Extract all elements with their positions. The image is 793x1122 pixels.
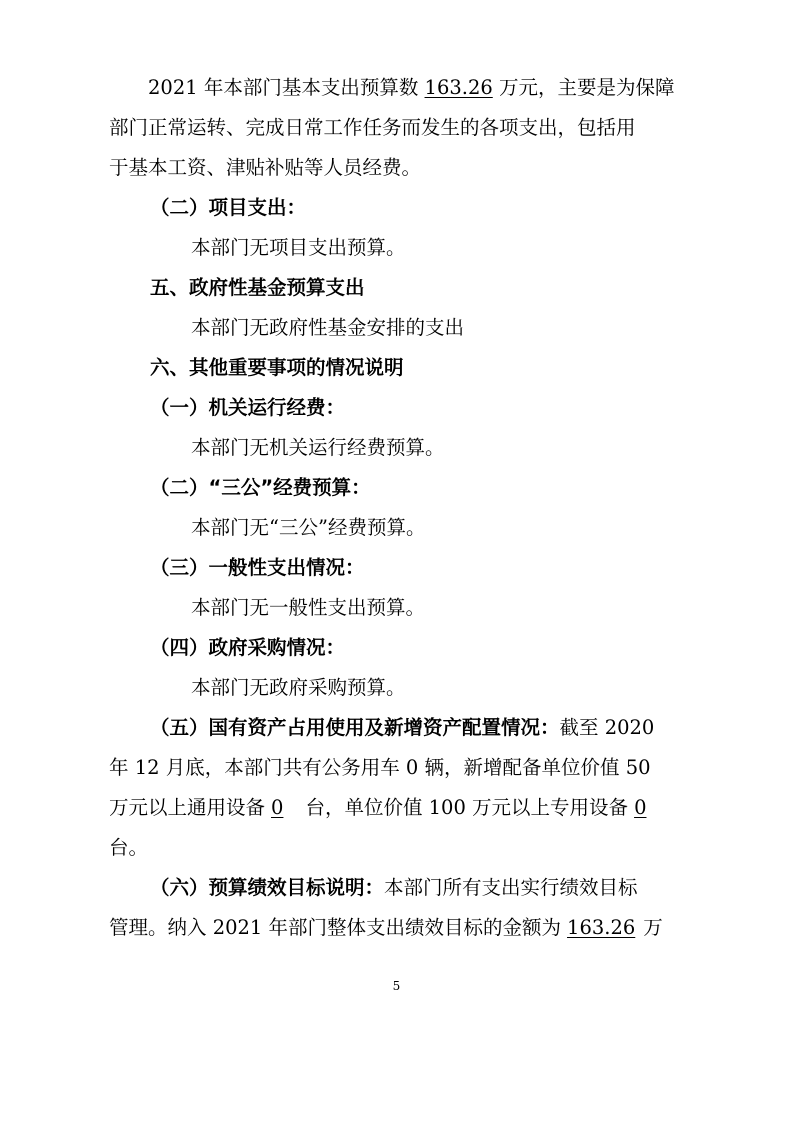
section-5-heading: 五、政府性基金预算支出 bbox=[150, 276, 365, 299]
basic-expenditure-line-1 bbox=[148, 74, 674, 102]
assets-text-3b: 台，单位价值 100 万元以上专用设备 bbox=[305, 796, 629, 819]
project-expenditure-text: 本部门无项目支出预算。 bbox=[191, 236, 406, 259]
assets-text-3a: 万元以上通用设备 bbox=[109, 796, 266, 819]
general-expenditure-heading: （三）一般性支出情况： bbox=[150, 556, 365, 579]
section-6-heading: 六、其他重要事项的情况说明 bbox=[150, 356, 404, 379]
assets-line-2: 年 12 月底，本部门共有公务用车 0 辆，新增配备单位价值 50 bbox=[109, 756, 651, 779]
performance-line-1 bbox=[150, 874, 638, 902]
operating-cost-heading: （一）机关运行经费： bbox=[150, 396, 346, 419]
performance-text-2b: 万 bbox=[643, 916, 663, 939]
project-expenditure-heading: （二）项目支出： bbox=[150, 196, 307, 219]
special-equipment-count: 0 bbox=[634, 796, 647, 819]
general-equipment-count: 0 bbox=[271, 796, 284, 819]
performance-text-2a: 管理。纳入 2021 年部门整体支出绩效目标的金额为 bbox=[109, 916, 562, 939]
general-expenditure-text: 本部门无一般性支出预算。 bbox=[191, 596, 426, 619]
procurement-text: 本部门无政府采购预算。 bbox=[191, 676, 406, 699]
assets-line-1 bbox=[150, 714, 654, 742]
three-public-heading: （二）“三公”经费预算： bbox=[150, 476, 371, 499]
basic-expenditure-text: 2021 年本部门基本支出预算数 bbox=[148, 76, 425, 99]
section-5-text: 本部门无政府性基金安排的支出 bbox=[191, 316, 465, 339]
performance-text-1: 本部门所有支出实行绩效目标 bbox=[384, 876, 638, 899]
performance-amount: 163.26 bbox=[567, 916, 636, 939]
operating-cost-text: 本部门无机关运行经费预算。 bbox=[191, 436, 445, 459]
assets-line-3 bbox=[109, 794, 646, 822]
basic-expenditure-line-2: 部门正常运转、完成日常工作任务而发生的各项支出，包括用 bbox=[109, 116, 636, 139]
three-public-text: 本部门无“三公”经费预算。 bbox=[191, 516, 426, 539]
assets-line-4: 台。 bbox=[109, 836, 149, 859]
page-number: 5 bbox=[392, 979, 401, 993]
assets-text-1: 截至 2020 bbox=[559, 716, 655, 739]
basic-expenditure-text-cont: 万元，主要是为保障 bbox=[492, 76, 675, 99]
procurement-heading: （四）政府采购情况： bbox=[150, 636, 346, 659]
performance-heading: （六）预算绩效目标说明： bbox=[150, 876, 385, 899]
performance-line-2 bbox=[109, 914, 663, 942]
basic-expenditure-line-3: 于基本工资、津贴补贴等人员经费。 bbox=[109, 156, 422, 179]
assets-heading: （五）国有资产占用使用及新增资产配置情况： bbox=[150, 716, 560, 739]
basic-expenditure-amount: 163.26 bbox=[424, 76, 493, 99]
